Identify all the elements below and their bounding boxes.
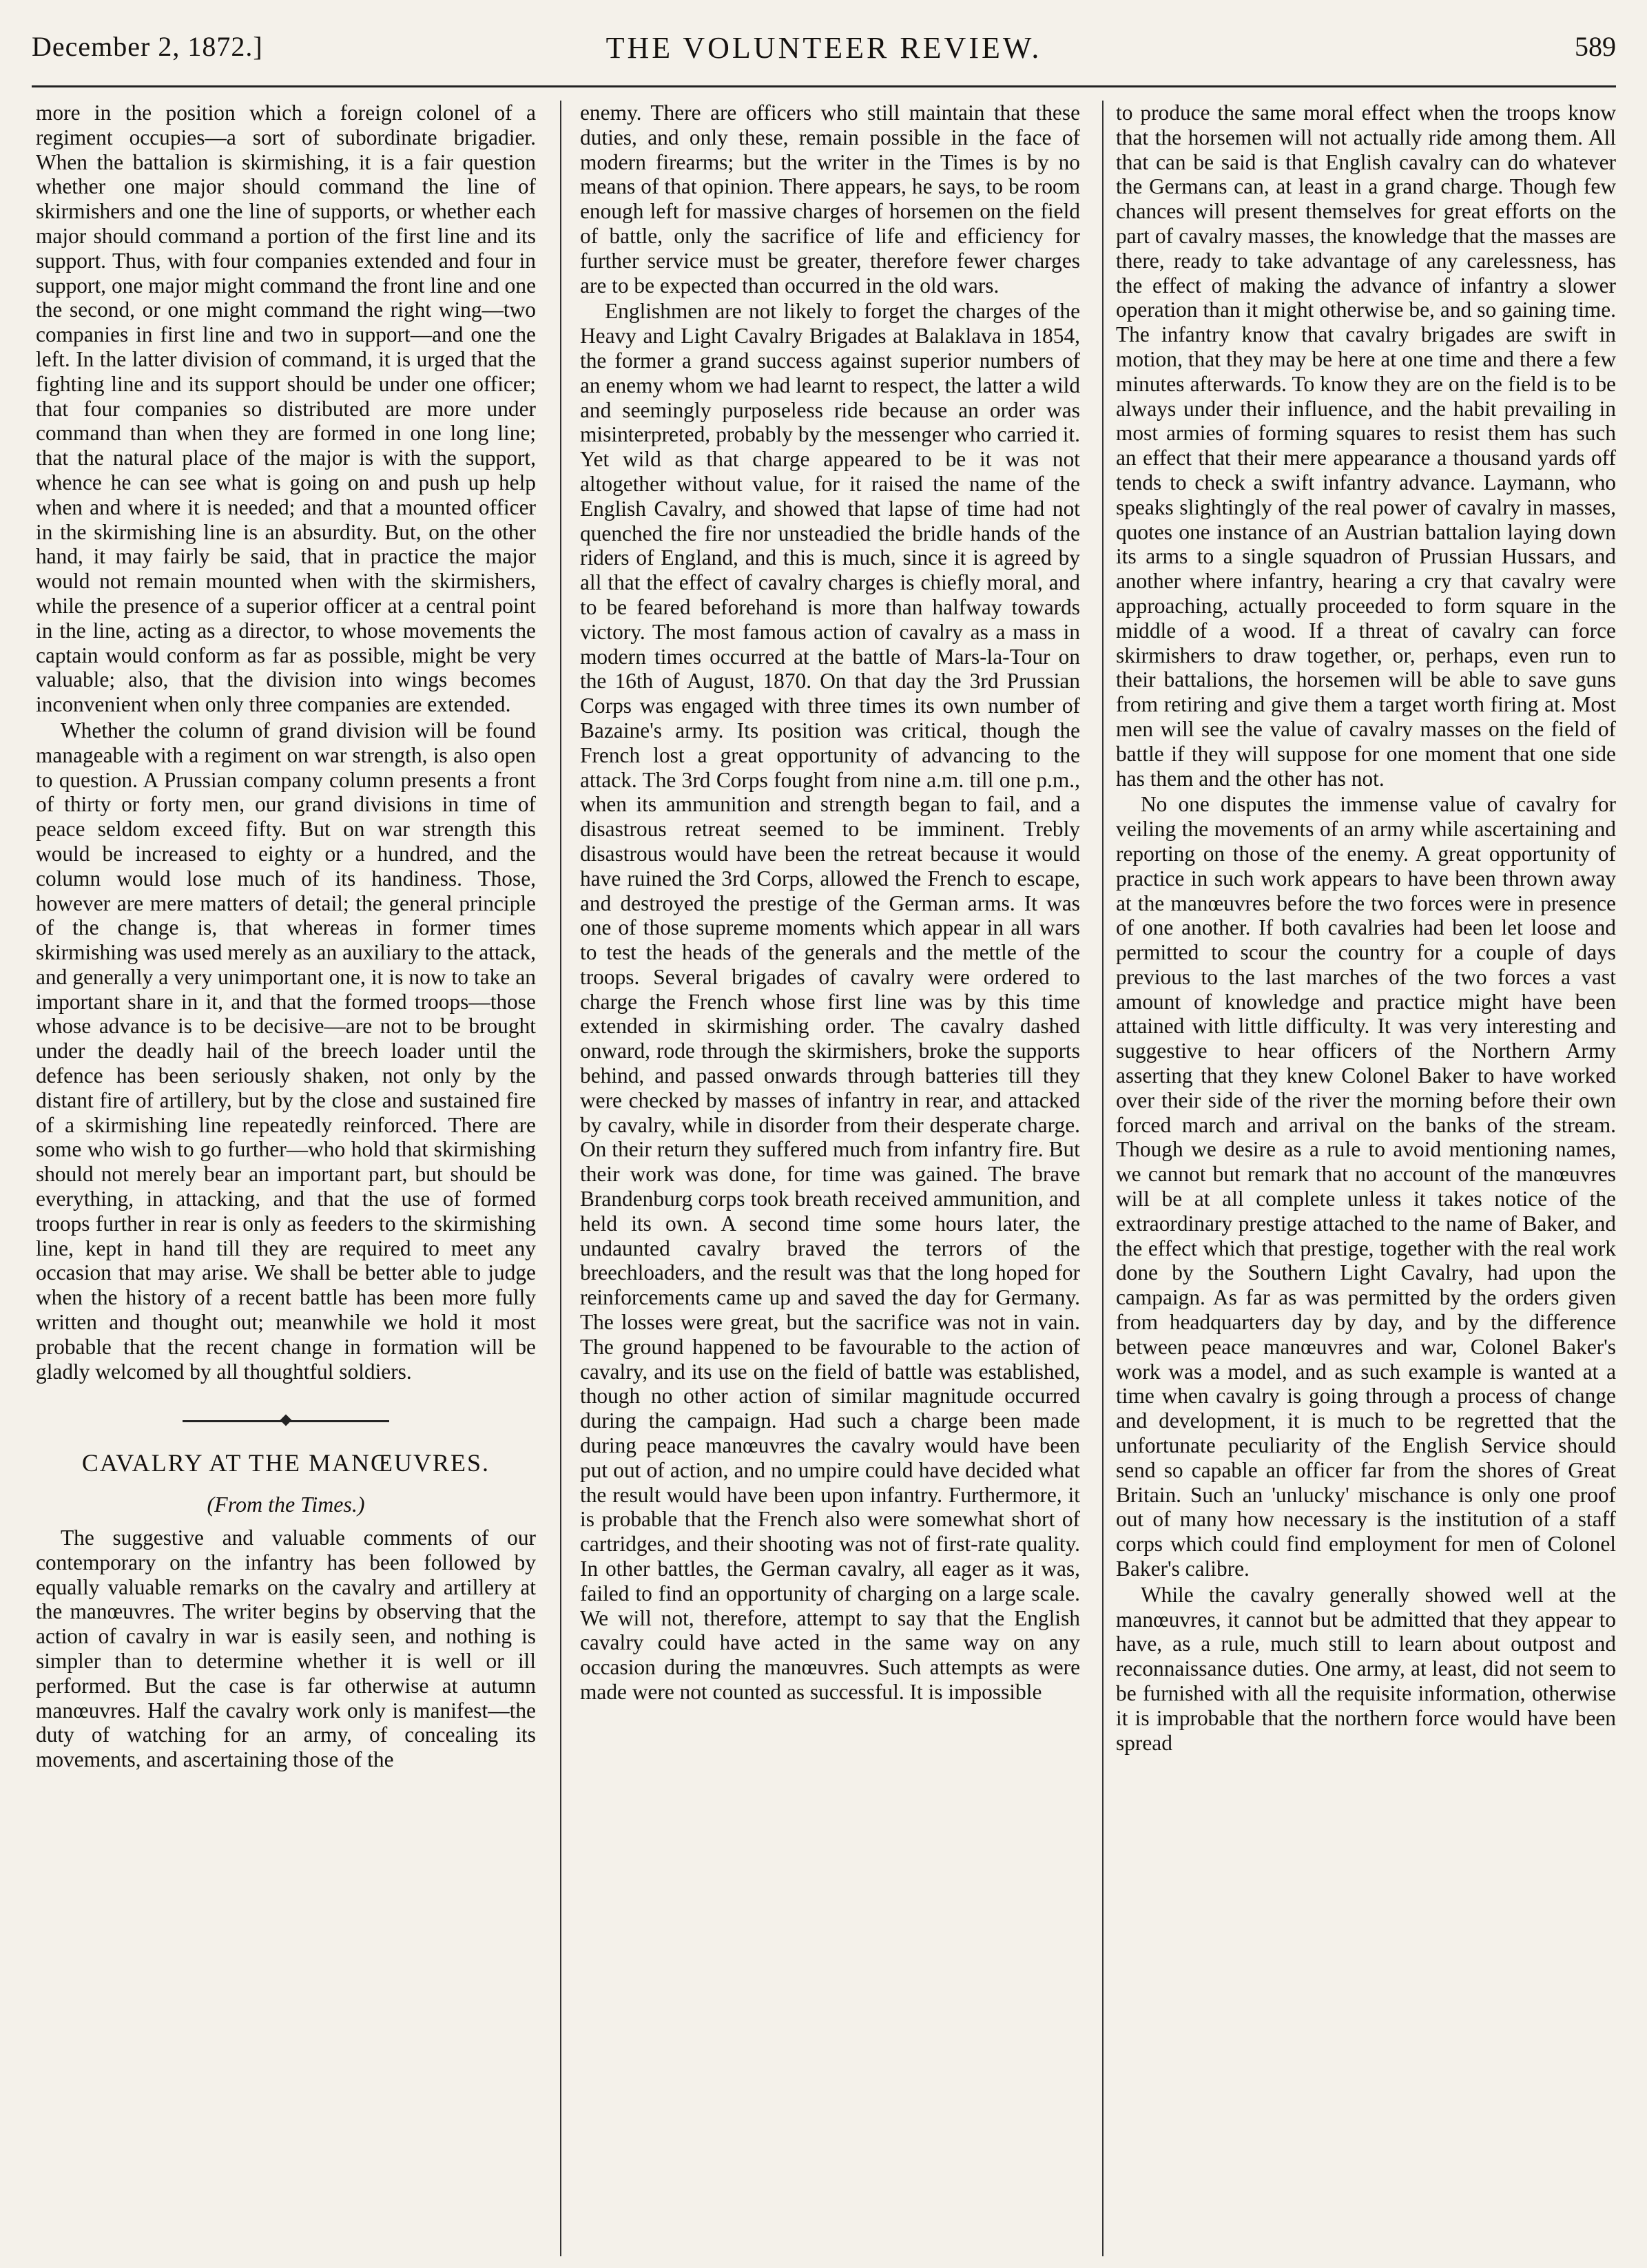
- page-header: [32, 15, 1616, 70]
- paragraph: to produce the same moral effect when the troops know that the horsemen will not actually ride among them. All that can be said is that English cavalry can do whatever the Germans can, at least in a grand charge. Though few chances will present themselves for great efforts on the part of cavalry masses, the knowledge that the masses are there, ready to take advantage of any carelessness, has the effect of making the advance of infantry a slower operation than it might otherwise be, and so gaining time. The infantry know that cavalry brigades are swift in motion, that they may be here at one time and there a few minutes afterwards. To know they are on the field is to be always under their influence, and the habit prevailing in most armies of forming squares to resist them has such an effect that their mere appearance a thousand yards off tends to check a swift infantry advance. Laymann, who speaks slightingly of the real power of cavalry in masses, quotes one instance of an Austrian battalion laying down its arms to a single squadron of Prussian Hussars, and another where infantry, hearing a cry that cavalry were approaching, actually proceeded to form square in the middle of a wood. If a threat of cavalry can force skirmishers to draw together, or, perhaps, even run to their battalions, the horsemen will be able to save guns from retiring and give them a target worth firing at. Most men will see the value of cavalry masses on the field of battle if they will suppose for one moment that one side has them and the other has not.: [1116, 101, 1616, 791]
- section-divider: [183, 1418, 389, 1424]
- section-title: CAVALRY AT THE MANŒUVRES.: [81, 1449, 490, 1477]
- paragraph: Whether the column of grand division will be found manageable with a regiment on war strength, is also open to question. A Prussian company column presents a front of thirty or forty men, our grand divisions in time of peace seldom exceed fifty. But on war strength this would be increased to eighty or a hundred, and the column would lose much of its handiness. Those, however are mere matters of detail; the general principle of the change is, that whereas in former times skirmishing was used merely as an auxiliary to the attack, and generally a very unimportant one, it is now to take an important share in it, and that the formed troops—those whose advance is to be decisive—are not to be brought under the deadly hail of the breech loader until the defence has been seriously shaken, not only by the distant fire of artillery, but by the close and sustained fire of a skirmishing line repeatedly reinforced. There are some who wish to go further—who hold that skirmishing should not merely bear an important part, but should be everything, in attacking, and that the use of formed troops further in rear is only as feeders to the skirmishing line, kept in hand till they are required to meet any occasion that may arise. We shall be better able to judge when the history of a recent battle has been more fully written and thought out; meanwhile we hold it most probable that the recent change in formation will be gladly welcomed by all thoughtful soldiers.: [36, 718, 536, 1384]
- paragraph: While the cavalry generally showed well at the manœuvres, it cannot but be admitted that they appear to have, as a rule, much still to learn about outpost and reconnaissance duties. One army, at least, did not seem to be furnished with all the requisite information, otherwise it is improbable that the northern force would have been spread: [1116, 1582, 1616, 1755]
- column-rule-1: [560, 101, 561, 2256]
- paragraph: more in the position which a foreign colonel of a regiment occupies—a sort of subordinate brigadier. When the battalion is skirmishing, it is a fair question whether one major should command the line of skirmishers and one the line of supports, or whether each major should command a portion of the first line and its support. Thus, with four companies extended and four in support, one major might command the front line and one the second, or one might command the right wing—two companies in first line and two in support—and one the left. In the latter division of command, it is urged that the fighting line and its support should be under one officer; that four companies so distributed are more under command than when they are formed in one long line; that the natural place of the major is with the support, whence he can see what is going on and push up help when and where it is needed; and that a mounted officer in the skirmishing line is an absurdity. But, on the other hand, it may fairly be said, that in practice the major would not remain mounted when with the skirmishers, while the presence of a superior officer at a central point in the line, acting as a director, to whose movements the captain would conform as far as possible, might be very valuable; also, that the division into wings becomes inconvenient when only three companies are extended.: [36, 101, 536, 717]
- page-number: 589: [1575, 31, 1616, 62]
- header-rule: [32, 85, 1616, 87]
- issue-date: December 2, 1872.]: [32, 31, 263, 62]
- publication-title: THE VOLUNTEER REVIEW.: [605, 31, 1042, 65]
- column-3: [1116, 101, 1616, 2249]
- paragraph: Englishmen are not likely to forget the charges of the Heavy and Light Cavalry Brigades at Balaklava in 1854, the former a grand success against superior numbers of an enemy whom we had learnt to respect, the latter a wild and seemingly purposeless ride because an order was misinterpreted, probably by the messenger who carried it. Yet wild as that charge appeared to be it was not altogether without value, for it raised the name of the English Cavalry, and showed that lapse of time had not quenched the fire nor unsteadied the bridle hands of the riders of England, and this is much, since it is agreed by all that the effect of cavalry charges is chiefly moral, and to be feared beforehand is more than halfway towards victory. The most famous action of cavalry as a mass in modern times occurred at the battle of Mars-la-Tour on the 16th of August, 1870. On that day the 3rd Prussian Corps was engaged with three times its own number of Bazaine's army. Its position was critical, though the French lost a great opportunity of advancing to the attack. The 3rd Corps fought from nine a.m. till one p.m., when its ammunition and strength began to fail, and a disastrous retreat seemed to be imminent. Trebly disastrous would have been the retreat because it would have ruined the 3rd Corps, allowed the French to escape, and destroyed the prestige of the German arms. It was one of those supreme moments which appear in all wars to test the heads of the generals and the mettle of the troops. Several brigades of cavalry were ordered to charge the French whose first line was by this time extended in skirmishing order. The cavalry dashed onward, rode through the skirmishers, broke the supports behind, and passed onwards through batteries till they were checked by masses of infantry in rear, and attacked by cavalry, while in disorder from their desperate charge. On their return they suffered much from infantry fire. But their work was done, for time was gained. The brave Brandenburg corps took breath received ammunition, and held its own. A second time some hours later, the undaunted cavalry braved the terrors of the breechloaders, and the result was that the long hoped for reinforcements came up and saved the day for Germany. The losses were great, but the sacrifice was not in vain. The ground happened to be favourable to the action of cavalry, and its use on the field of battle was established, though no other action of similar magnitude occurred during the campaign. Had such a charge been made during peace manœuvres the cavalry would have been put out of action, and no umpire could have decided what the result would have been upon infantry. Furthermore, it is probable that the French also were somewhat short of cartridges, and their shooting was not of first-rate quality. In other battles, the German cavalry, all eager as it was, failed to find an opportunity of charging on a large scale. We will not, therefore, attempt to say that the English cavalry could have acted in the same way on any occasion during the manœuvres. Such attempts as were made were not counted as successful. It is impossible: [580, 299, 1080, 1704]
- column-1: [36, 101, 536, 2249]
- column-rule-2: [1102, 101, 1104, 2256]
- paragraph: enemy. There are officers who still maintain that these duties, and only these, remain possible in the face of modern firearms; but the writer in the Times is by no means of that opinion. There appears, he says, to be room enough left for massive charges of horsemen on the field of battle, only the sacrifice of life and efficiency for further service must be greater, therefore fewer charges are to be expected than occurred in the old wars.: [580, 101, 1080, 298]
- column-2: [580, 101, 1080, 2249]
- paragraph: No one disputes the immense value of cavalry for veiling the movements of an army while ascertaining and reporting on those of the enemy. A great opportunity of practice in such work appears to have been thrown away at the manœuvres before the two forces were in presence of one another. If both cavalries had been let loose and permitted to scour the country for a couple of days previous to the last marches of the two forces a vast amount of knowledge and practice might have been attained with little difficulty. It was very interesting and suggestive to hear officers of the Northern Army asserting that they knew Colonel Baker to have worked over their side of the river the morning before their own forced march and arrival on the banks of the stream. Though we desire as a rule to avoid mentioning names, we cannot but remark that no account of the manœuvres will be at all complete unless it takes notice of the extraordinary prestige attached to the name of Baker, and the effect which that prestige, together with the real work done by the Southern Light Cavalry, had upon the campaign. As far as was permitted by the orders given from headquarters day by day, and by the difference between peace manœuvres and war, Colonel Baker's work was a model, and as such example is wanted at a time when cavalry is going through a process of change and development, it is much to be regretted that the unfortunate peculiarity of the English Service should send so capable an officer far from the shores of Great Britain. Such an 'unlucky' mischance is only one proof out of many how necessary is the institution of a staff corps which could find employment for men of Colonel Baker's calibre.: [1116, 792, 1616, 1581]
- article-byline: (From the Times.): [207, 1492, 365, 1517]
- paragraph: The suggestive and valuable comments of our contemporary on the infantry has been followed by equally valuable remarks on the cavalry and artillery at the manœuvres. The writer begins by observing that the action of cavalry in war is easily seen, and nothing is simpler than to determine whether it is well or ill performed. But the case is far otherwise at autumn manœuvres. Half the cavalry work only is manifest—the duty of watching for an army, of concealing its movements, and ascertaining those of the: [36, 1526, 536, 1772]
